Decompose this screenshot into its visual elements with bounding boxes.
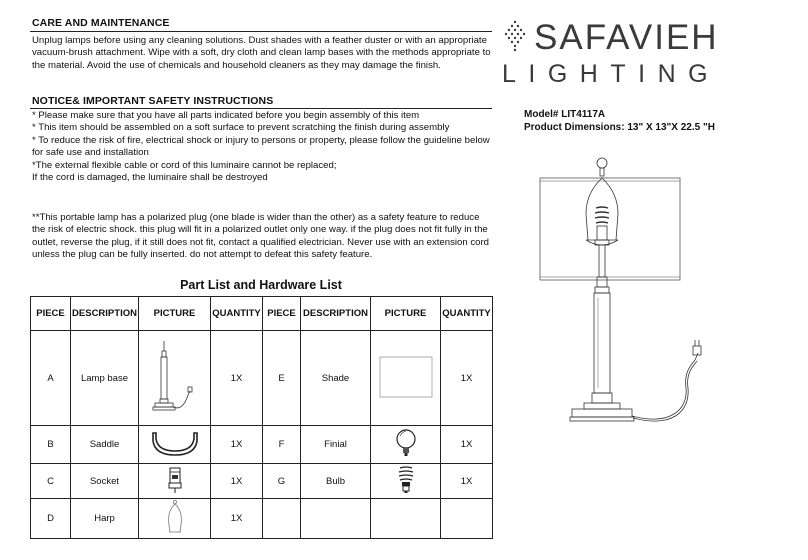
description-cell: Saddle [71,426,139,464]
saddle-icon [150,429,200,457]
safety-title: NOTICE& IMPORTANT SAFETY INSTRUCTIONS [32,95,274,107]
harp-icon [164,499,186,535]
care-text [32,35,494,72]
description-cell: Bulb [301,464,371,499]
lamp-base-icon [152,337,198,417]
brand-name: SAFAVIEH [534,18,719,57]
safety-line: * Please make sure that you have all parts indicated before you begin assembly of this item [32,110,420,121]
description-cell: Shade [301,331,371,426]
plug-line: **This portable lamp has a polarized plug (one blade is wider than the other) as a safety feature to reduce [32,212,480,223]
header-cell: QUANTITY [211,297,263,331]
parts-table [30,296,493,539]
header-cell: PICTURE [139,297,211,331]
quantity-cell [441,499,493,539]
safety-line: If the cord is damaged, the luminaire shall be destroyed [32,172,268,184]
safety-line: for safe use and installation [32,147,149,159]
piece-cell [263,499,301,539]
care-line: vacuum-brush attachment. Wipe with a soft, dry cloth and clean lamp bases with the methods appropriate to [32,47,491,59]
quantity-cell: 1X [211,426,263,464]
table-row [31,499,493,539]
plug-line: unless the plug can be fully inserted. do not attempt to defeat this safety feature. [32,249,373,261]
description-cell: Socket [71,464,139,499]
header-cell: DESCRIPTION [301,297,371,331]
plug-text [32,212,494,262]
bulb-icon [395,465,417,495]
chandelier-dots-icon [500,20,530,54]
safety-line: *The external flexible cable or cord of this luminaire cannot be replaced; [32,159,337,171]
model-number: Model# LIT4117A [524,109,606,120]
description-cell: Harp [71,499,139,539]
piece-cell: A [31,331,71,426]
care-line: Unplug lamps before using any cleaning solutions. Dust shades with a feather duster or with an appropriate [32,35,487,46]
care-title: CARE AND MAINTENANCE [32,17,170,29]
safety-line: * This item should be assembled on a soft surface to prevent scratching the finish during assembly [32,122,450,134]
care-divider [30,31,492,32]
assembled-lamp-icon [520,148,720,440]
table-row [31,426,493,464]
piece-cell: C [31,464,71,499]
product-dimensions: Product Dimensions: 13" X 13"X 22.5 "H [524,122,715,133]
picture-cell [139,331,211,426]
table-header-row [31,297,493,331]
picture-cell [371,464,441,499]
finial-icon [394,428,418,458]
header-cell: DESCRIPTION [71,297,139,331]
care-line: the material. Avoid the use of chemicals and household cleaners as they may damage the finish. [32,59,441,71]
description-cell: Lamp base [71,331,139,426]
table-row [31,464,493,499]
picture-cell [139,499,211,539]
socket-icon [165,466,185,494]
table-row [31,331,493,426]
quantity-cell: 1X [441,331,493,426]
header-cell: PIECE [263,297,301,331]
header-cell: PIECE [31,297,71,331]
quantity-cell: 1X [441,464,493,499]
parts-title: Part List and Hardware List [180,278,342,292]
description-cell: Finial [301,426,371,464]
plug-line: outlet, reverse the plug, if it still does not fit, contact a qualified electrician. Never use with an extension cord [32,236,490,248]
piece-cell: G [263,464,301,499]
safety-text [32,110,494,184]
header-cell: QUANTITY [441,297,493,331]
picture-cell [139,426,211,464]
piece-cell: E [263,331,301,426]
piece-cell: F [263,426,301,464]
description-cell [301,499,371,539]
picture-cell [139,464,211,499]
picture-cell [371,331,441,426]
header-cell: PICTURE [371,297,441,331]
safety-line: * To reduce the risk of fire, electrical shock or injury to persons or property, please follow the guideline below [32,134,490,146]
picture-cell [371,499,441,539]
picture-cell [371,426,441,464]
product-info [524,108,715,134]
plug-line: the risk of electric shock. this plug will fit in a polarized outlet only one way. if the plug does not fit fully in the [32,224,488,236]
quantity-cell: 1X [211,331,263,426]
safety-divider [30,108,492,109]
piece-cell: B [31,426,71,464]
quantity-cell: 1X [211,464,263,499]
piece-cell: D [31,499,71,539]
brand-subtitle: LIGHTING [502,60,721,88]
quantity-cell: 1X [441,426,493,464]
brand-logo [500,18,800,90]
shade-icon [378,355,434,399]
quantity-cell: 1X [211,499,263,539]
